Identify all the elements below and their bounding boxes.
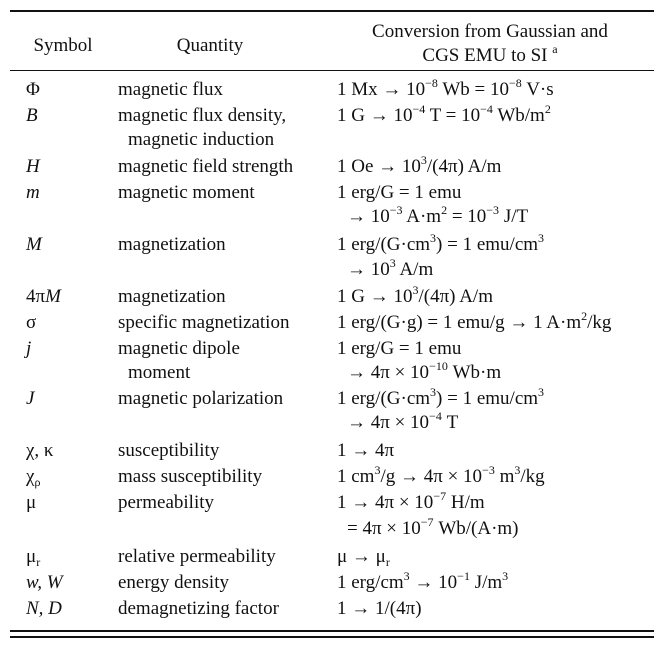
row-1-quantity-cont: magnetic induction (128, 129, 275, 150)
bottom-rule-1 (10, 630, 654, 632)
row-14-conversion: 1 → 1/(4π) (337, 598, 422, 619)
row-8-symbol: J (26, 388, 35, 409)
row-9-symbol: χ, κ (26, 440, 54, 461)
row-12-symbol: $\mu_r$ (26, 546, 41, 569)
row-7-conversion: 1 erg/G = 1 emu (337, 338, 462, 359)
row-11-conversion-cont: = $4\pi \times 10^{-7}$ Wb/(A·m) (347, 515, 519, 539)
row-7-symbol: j (26, 338, 32, 359)
row-3-quantity: magnetic moment (118, 182, 255, 203)
row-13-symbol: w, W (26, 572, 63, 593)
row-3-conversion-cont: → $10^{-3}$ $A\cdot m^2 = 10^{-3}$ J/T (347, 203, 529, 227)
row-12-quantity: relative permeability (118, 546, 276, 567)
header-conversion-line2 (340, 44, 640, 67)
row-10-conversion: 1 $cm^3/g \to 4\pi \times 10^{-3}$ $m^3/kg$ (337, 463, 545, 487)
top-rule (10, 10, 654, 12)
row-8-conversion-cont: → $4\pi \times 10^{-4}$ T (347, 409, 459, 433)
row-6-quantity: specific magnetization (118, 312, 290, 333)
row-4-quantity: magnetization (118, 234, 226, 255)
row-8-conversion: 1 erg/$(G\cdot cm^3) = 1$ emu/$cm^3$ (337, 385, 545, 409)
row-2-conversion: 1 $Oe \to 10^3/(4\pi)$ A/m (337, 153, 502, 177)
header-conversion-line1: Conversion from Gaussian and (372, 21, 608, 42)
row-6-symbol: σ (26, 312, 37, 333)
row-7-conversion-cont: → $4\pi \times 10^{-10}$ Wb·m (347, 359, 502, 383)
row-2-symbol: H (26, 156, 40, 177)
row-5-quantity: magnetization (118, 286, 226, 307)
row-4-symbol: M (26, 234, 42, 255)
row-0-symbol: Φ (26, 79, 40, 100)
row-10-symbol: $\chi_\rho$ (26, 466, 41, 489)
row-11-conversion: $1 \to 4\pi \times 10^{-7}$ H/m (337, 489, 485, 513)
row-12-conversion: $\mu \to \mu_r$ (337, 546, 390, 569)
bottom-rule-2 (10, 636, 654, 638)
row-2-quantity: magnetic field strength (118, 156, 294, 177)
header-footnote-marker: a (552, 42, 558, 56)
row-3-symbol: m (26, 182, 40, 203)
row-0-conversion: 1 $Mx \to 10^{-8}$ $Wb = 10^{-8}$ V·s (337, 76, 554, 100)
row-5-symbol: 4πM (26, 286, 61, 307)
row-1-symbol: B (26, 105, 38, 126)
row-14-quantity: demagnetizing factor (118, 598, 279, 619)
row-9-conversion: 1 → 4π (337, 440, 395, 461)
row-7-quantity-cont: moment (128, 362, 191, 383)
row-5-conversion: 1 $G \to 10^3/(4\pi)$ A/m (337, 283, 493, 307)
row-6-conversion: 1 erg/(G·g) = 1 emu/g → 1 $A\cdot m^2/kg$ (337, 309, 612, 333)
row-0-quantity: magnetic flux (118, 79, 223, 100)
row-8-quantity: magnetic polarization (118, 388, 284, 409)
row-4-conversion: 1 erg/$(G\cdot cm^3) = 1$ emu/$cm^3$ (337, 231, 545, 255)
row-14-symbol: N, D (26, 598, 62, 619)
header-rule (10, 70, 654, 71)
header-symbol: Symbol (33, 35, 93, 56)
row-13-conversion: 1 erg/$cm^3 \to 10^{-1}$ $J/m^3$ (337, 569, 509, 593)
row-3-conversion: 1 erg/G = 1 emu (337, 182, 462, 203)
row-4-conversion-cont: → $10^3$ A/m (347, 256, 434, 280)
row-9-quantity: susceptibility (118, 440, 220, 461)
row-7-quantity: magnetic dipole (118, 338, 240, 359)
row-11-symbol: μ (26, 492, 37, 513)
row-1-conversion: 1 $G \to 10^{-4}$ $T = 10^{-4}$ $Wb/m^2$ (337, 102, 551, 126)
header-quantity: Quantity (176, 35, 244, 56)
row-1-quantity: magnetic flux density, (118, 105, 287, 126)
row-13-quantity: energy density (118, 572, 229, 593)
header-conversion-text: CGS EMU to SI (422, 45, 548, 66)
row-10-quantity: mass susceptibility (118, 466, 263, 487)
row-11-quantity: permeability (118, 492, 215, 513)
